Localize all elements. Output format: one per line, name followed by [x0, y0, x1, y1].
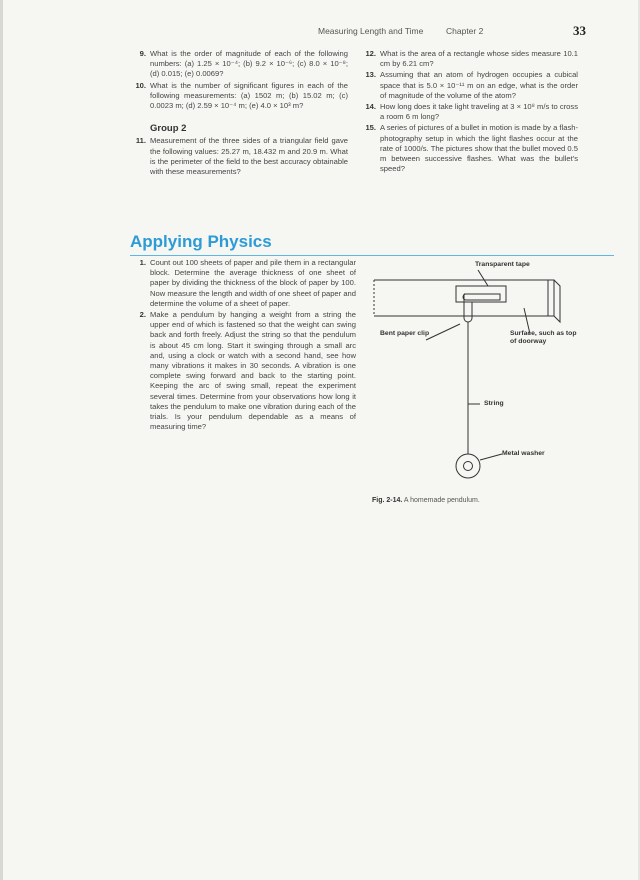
pendulum-figure: [360, 256, 600, 536]
caption-text: A homemade pendulum.: [403, 497, 480, 504]
label-string: String: [484, 400, 504, 407]
question-text: What is the area of a rectangle whose sides measure 10.1 cm by 6.21 cm?: [380, 49, 578, 69]
question-text: How long does it take light traveling at 3 × 10⁸ m/s to cross a room 6 m long?: [380, 102, 578, 122]
question-11: [128, 136, 348, 177]
activity-2: [128, 310, 356, 432]
page-number: 33: [573, 23, 586, 38]
question-number: 11.: [135, 136, 146, 146]
figure-caption: [372, 496, 492, 505]
question-number: 13.: [365, 70, 376, 80]
activity-number: 2.: [139, 310, 146, 320]
question-text: Assuming that an atom of hydrogen occupies a cubical space that is 5.0 × 10⁻¹¹ m on an edge, what is the order of magnitude of the volume of the atom?: [380, 70, 578, 100]
question-13: [358, 70, 578, 101]
group-heading: Group 2: [150, 123, 187, 135]
activity-text: Make a pendulum by hanging a weight from a string the upper end of which is fastened so that the weight can swing back and forth freely. Adjust the string so that the pendulum is about 45 cm long. Start it swinging through a small arc and, using a clock or watch with a second hand, see how many vibrations it makes in 30 seconds. A vibration is one complete swing forward and back to the starting point. Keeping the arc of swing small, repeat the experiment several times. Determine from your observations how long it takes the pendulum to make one vibration during each of the trials. Is your pendulum dependable as a means of measuring time?: [150, 310, 356, 432]
question-number: 9.: [139, 49, 146, 58]
question-15: [358, 123, 578, 174]
question-text: What is the number of significant figures in each of the following measurements: (a) 1502 m; (b) 15.02 m; (c) 0.0023 m; (d) 2.59 × 10⁻⁴ m; (e) 4.0 × 10³ m?: [150, 80, 348, 111]
label-tape: Transparent tape: [475, 261, 530, 268]
running-header: [300, 25, 586, 41]
activity-text: Count out 100 sheets of paper and pile them in a rectangular block. Determine the average thickness of one sheet of paper by dividing the thickness of the block of paper by 100. Now measure the length and width of one sheet of paper and determine the volume of a sheet of paper.: [150, 258, 356, 308]
section-title: Applying Physics: [130, 232, 272, 251]
question-number: 12.: [365, 49, 376, 58]
caption-label: Fig. 2-14.: [372, 497, 403, 504]
question-10: [128, 81, 348, 112]
right-column: [358, 49, 578, 175]
question-number: 10.: [135, 80, 146, 90]
question-text: What is the order of magnitude of each of the following numbers: (a) 1.25 × 10⁻⁴; (b) 9.2 × 10⁻⁶; (c) 8.0 × 10⁻⁸; (d) 0.015; (e) 0.0069?: [150, 49, 348, 79]
paper-clip: [463, 294, 500, 300]
question-number: 14.: [365, 102, 376, 112]
header-chapter: Chapter 2: [446, 26, 484, 36]
label-washer: Metal washer: [502, 450, 545, 457]
activity-number: 1.: [139, 258, 146, 267]
page-left-edge: [0, 0, 3, 880]
question-number: 15.: [365, 123, 376, 133]
pendulum-diagram: [360, 256, 600, 496]
applying-physics-column: [128, 258, 356, 433]
activity-1: [128, 258, 356, 309]
question-9: [128, 49, 348, 80]
label-surface: Surface, such as top of doorway: [510, 330, 577, 345]
question-text: Measurement of the three sides of a triangular field gave the following values: 25.27 m, 18.432 m and 20.9 m. What is the perimeter of the field to the best accuracy obtainable with these measurements?: [150, 136, 348, 177]
question-12: [358, 49, 578, 69]
header-title: Measuring Length and Time: [318, 26, 424, 36]
label-clip: Bent paper clip: [380, 330, 430, 337]
question-14: [358, 102, 578, 122]
left-column: [128, 49, 348, 178]
metal-washer: [456, 454, 480, 478]
question-text: A series of pictures of a bullet in motion is made by a flash-photography setup in which the light flashes occur at the rate of 1000/s. The pictures show that the bullet moved 0.5 m between successive flashes. What was the bullet's speed?: [380, 123, 578, 174]
